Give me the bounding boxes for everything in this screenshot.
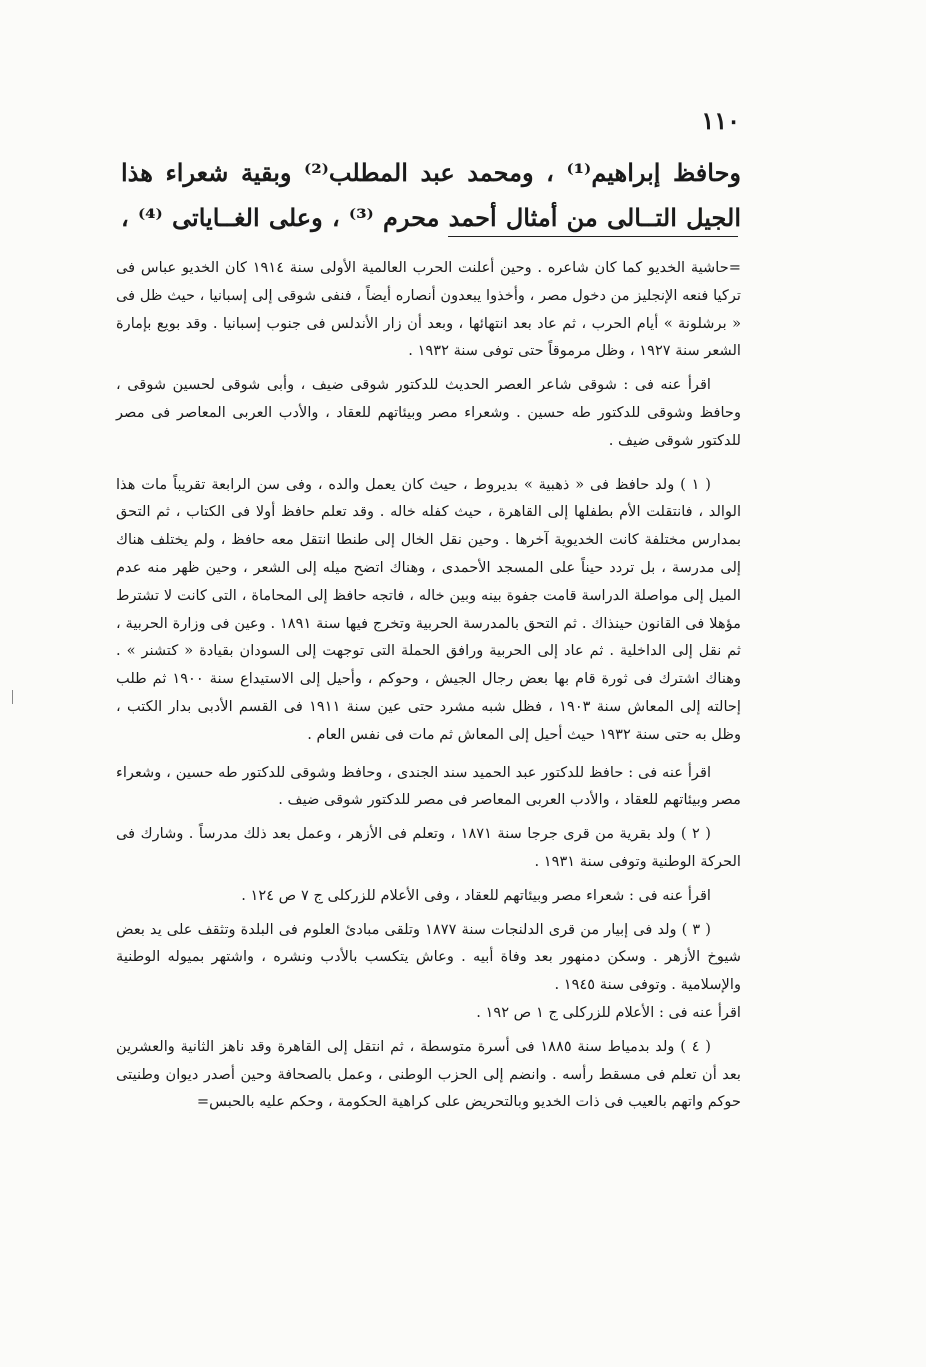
- footnote-4: ( ٤ ) ولد بدمياط سنة ١٨٨٥ فى أسرة متوسطة ، ثم انتقل إلى القاهرة وقد ناهز الثانية والعشرين بعد أن تعلم فى مسقط رأسه . وانضم إلى الحزب الوطنى ، وعمل بالصحافة وحين أصدر ديوان وطنيتى حوكم واتهم بالعيب فى ذات الخديو وبالتحريض على كراهية الحكومة ، وحكم عليه بالحبس=: [116, 1037, 741, 1111]
- footnote-reading: اقرأ عنه فى : شوقى شاعر العصر الحديث للدكتور شوقى ضيف ، وأبى شوقى لحسين شوقى ، وحافظ وشوقى للدكتور طه حسين . وشعراء مصر وبيئاتهم للعقاد ، والأدب العربى المعاصر فى مصر للدكتور شوقى ضيف .: [116, 376, 741, 449]
- footnote-reading: اقرأ عنه فى : شعراء مصر وبيئاتهم للعقاد ، وفى الأعلام للزركلى ج ٧ ص ١٢٤ .: [241, 886, 711, 904]
- footnote-3: ( ٣ ) ولد فى إبيار من قرى الدلنجات سنة ١٨٧٧ وتلقى مبادئ العلوم فى البلدة وتثقف على يد بعض شيوخ الأزهر . وسكن دمنهور بعد وفاة أبيه . وعاش يتكسب بالأدب ونشره ، واشتهر بميوله الوطنية والإسلامية . وتوفى سنة ١٩٤٥ .: [116, 920, 741, 994]
- footnote-1: ( ١ ) ولد حافظ فى « ذهبية » بديروط ، حيث كان يعمل والده ، وفى سن الرابعة تقريباً مات هذا الوالد ، فانتقلت الأم بطفلها إلى القاهرة ، حيث كفله خاله . وقد تعلم حافظ أولا فى الكتاب ، ثم التحق بمدارس مختلفة كانت الخديوية آخرها . وحين نقل الخال إلى طنطا انتقل معه حافظ ، ولم يختلف هناك إلى مدرسة ، بل تردد حيناً على المسجد الأحمدى ، وهناك اتضح ميله إلى الشعر ، وحين ظهر منه عدم الميل إلى مواصلة الدراسة قامت جفوة بينه وبين خاله ، فاتجه حافظ إلى المحاماة ، التى كانت لا تشترط مؤهلا فى القانون حينذاك . ثم التحق بالمدرسة الحربية وتخرج فيها سنة ١٨٩١ . وعين فى وزارة الحربية ، ثم نقل إلى الداخلية . ثم عاد إلى الحربية ورافق الحملة التى توجهت إلى السودان بقيادة « كتشنر » . وهناك اشترك فى ثورة قام بها بعض رجال الجيش ، وحوكم ، وأحيل إلى الاستيداع سنة ١٩٠٠ ثم طلب إحالته إلى المعاش سنة ١٩٠٣ ، فظل شبه مشرد حتى عين سنة ١٩١١ فى القسم الأدبى بدار الكتب ، وظل به حتى سنة ١٩٣٢ حيث أحيل إلى المعاش ثم مات فى نفس العام .: [116, 475, 741, 743]
- main-text-line: الجيل التــالى من أمثال أحمد محرم ⁽³⁾ ، وعلى الغــاياتى ⁽⁴⁾ ،: [121, 203, 741, 232]
- main-text-line: وحافظ إبراهيم⁽¹⁾ ، ومحمد عبد المطلب⁽²⁾ وبقية شعراء هذا: [121, 158, 742, 187]
- page-number: ١١٠: [701, 106, 740, 135]
- footnote-divider: [448, 236, 738, 237]
- footnote-reading: اقرأ عنه فى : الأعلام للزركلى ج ١ ص ١٩٢ .: [476, 1003, 741, 1021]
- footnote-continuation: =حاشية الخديو كما كان شاعره . وحين أعلنت الحرب العالمية الأولى سنة ١٩١٤ كان الخديو عباس فى تركيا فنعه الإنجليز من دخول مصر ، وأخذوا يبعدون أنصاره أيضاً ، فنفى شوقى إلى إسبانيا ، حيث ظل فى « برشلونة » أيام الحرب ، ثم عاد بعد انتهائها ، وبعد أن زار الأندلس فى جنوب إسبانيا . وقد بويع بإمارة الشعر سنة ١٩٢٧ ، وظل مرموقاً حتى توفى سنة ١٩٣٢ .: [116, 259, 741, 360]
- margin-mark: [12, 690, 16, 704]
- footnotes: [116, 254, 741, 1116]
- footnote-reading: اقرأ عنه فى : حافظ للدكتور عبد الحميد سند الجندى ، وحافظ وشوقى للدكتور طه حسين ، وشعراء مصر وبيئاتهم للعقاد ، والأدب العربى المعاصر فى مصر للدكتور شوقى ضيف .: [116, 763, 741, 809]
- main-text: [121, 150, 741, 240]
- footnote-2: ( ٢ ) ولد بقرية من قرى جرجا سنة ١٨٧١ ، وتعلم فى الأزهر ، وعمل بعد ذلك مدرساً . وشارك فى الحركة الوطنية وتوفى سنة ١٩٣١ .: [116, 825, 741, 870]
